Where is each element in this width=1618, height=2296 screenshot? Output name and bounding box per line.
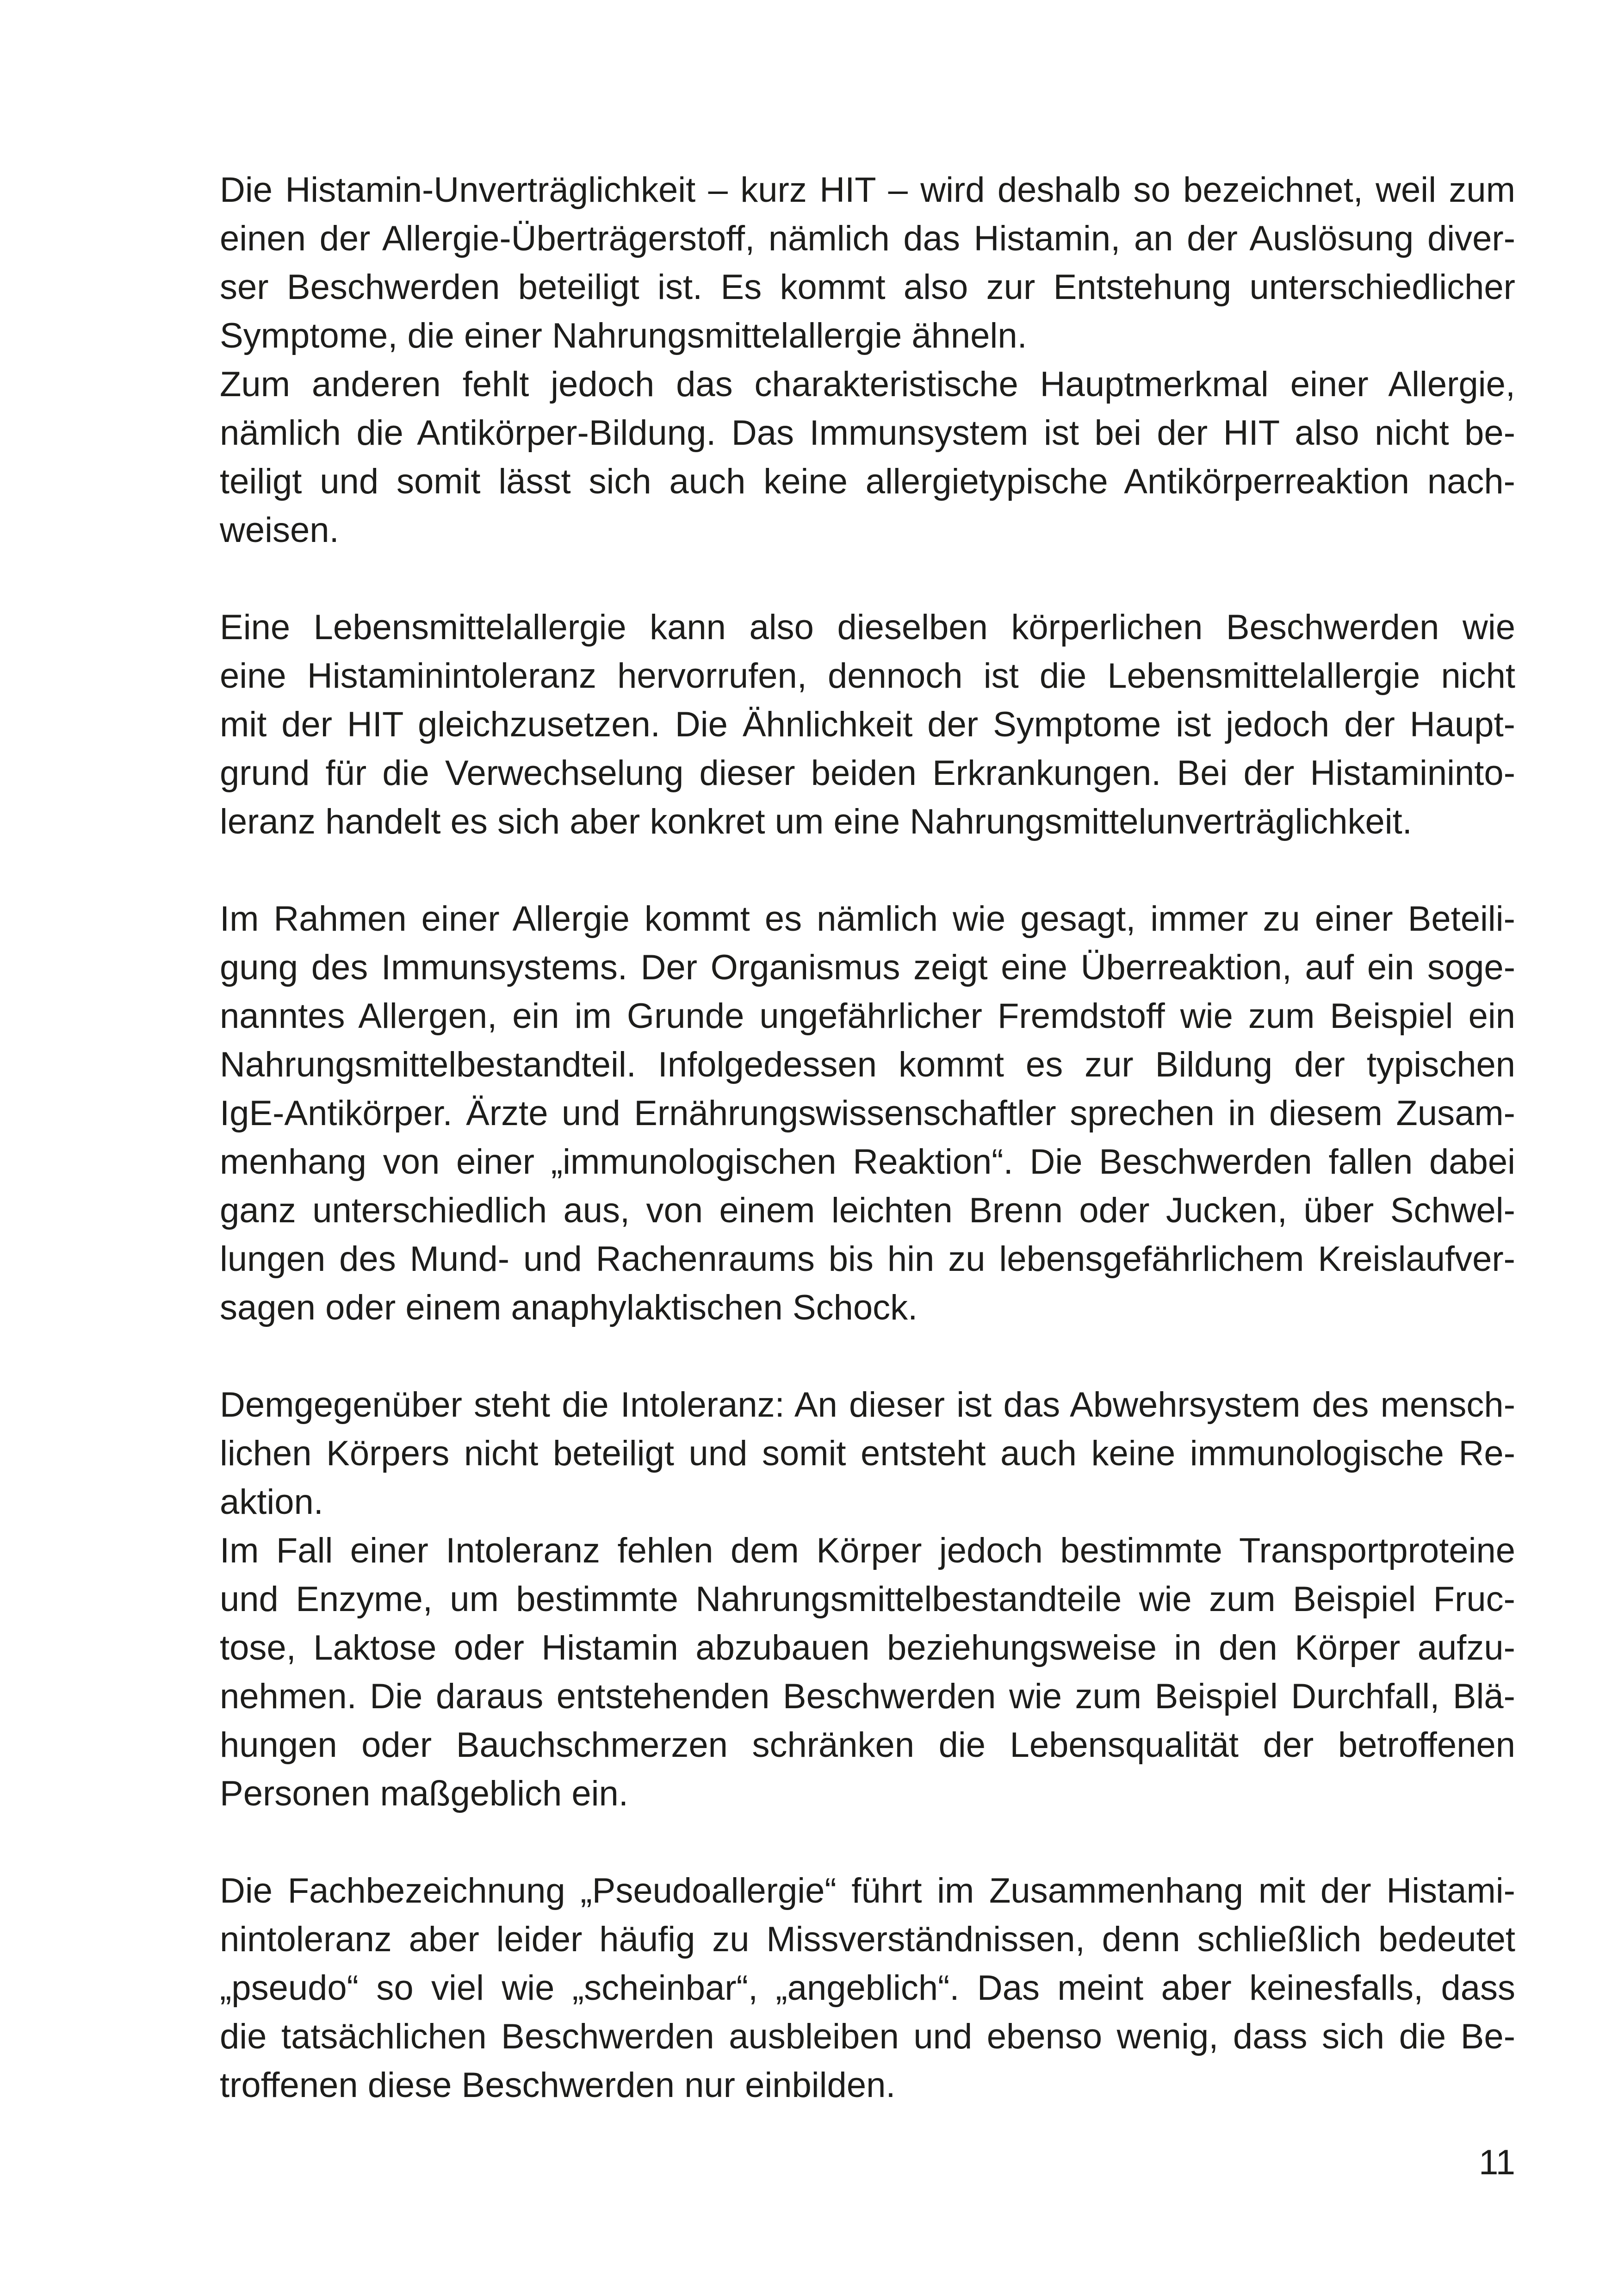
paragraph — [220, 360, 1515, 554]
paragraph — [220, 1867, 1515, 2109]
paragraph-spacer — [220, 554, 1515, 603]
text-line: hungen oder Bauchschmerzen schränken die Lebensqualität der betroffenen — [220, 1725, 1515, 1765]
paragraph — [220, 166, 1515, 360]
text-line: leranz handelt es sich aber konkret um eine Nahrungsmittelunverträglichkeit. — [220, 802, 1412, 841]
text-line: sagen oder einem anaphylaktischen Schock. — [220, 1288, 918, 1327]
text-line: die tatsächlichen Beschwerden ausbleiben und ebenso wenig, dass sich die Be- — [220, 2017, 1515, 2056]
text-line: Die Histamin-Unverträglichkeit – kurz HIT – wird deshalb so bezeichnet, weil zum — [220, 170, 1515, 210]
text-line: teiligt und somit lässt sich auch keine allergietypische Antikörperreaktion nach- — [220, 462, 1515, 501]
text-line: weisen. — [220, 510, 339, 550]
text-line: aktion. — [220, 1482, 323, 1522]
paragraph-spacer — [220, 1818, 1515, 1867]
paragraph-spacer — [220, 1332, 1515, 1381]
text-line: menhang von einer „immunologischen Reaktion“. Die Beschwerden fallen dabei — [220, 1142, 1515, 1182]
paragraph-spacer — [220, 846, 1515, 895]
text-line: Zum anderen fehlt jedoch das charakteristische Hauptmerkmal einer Allergie, — [220, 365, 1515, 404]
text-line: nämlich die Antikörper-Bildung. Das Immunsystem ist bei der HIT also nicht be- — [220, 413, 1515, 453]
text-line: grund für die Verwechselung dieser beiden Erkrankungen. Bei der Histaminintо- — [220, 753, 1515, 793]
paragraph — [220, 603, 1515, 846]
text-line: lungen des Mund- und Rachenraums bis hin zu lebensgefährlichem Kreislaufver- — [220, 1239, 1515, 1279]
text-line: Nahrungsmittelbestandteil. Infolgedessen kommt es zur Bildung der typischen — [220, 1045, 1515, 1084]
text-line: IgE-Antikörper. Ärzte und Ernährungswissenschaftler sprechen in diesem Zusam- — [220, 1094, 1515, 1133]
text-line: und Enzyme, um bestimmte Nahrungsmittelbestandteile wie zum Beispiel Fruc- — [220, 1580, 1515, 1619]
text-line: ganz unterschiedlich aus, von einem leichten Brenn oder Jucken, über Schwel- — [220, 1191, 1515, 1230]
text-line: Demgegenüber steht die Intoleranz: An dieser ist das Abwehrsystem des mensch- — [220, 1385, 1515, 1425]
text-line: nanntes Allergen, ein im Grunde ungefährlicher Fremdstoff wie zum Beispiel ein — [220, 996, 1515, 1036]
text-line: nehmen. Die daraus entstehenden Beschwerden wie zum Beispiel Durchfall, Blä- — [220, 1677, 1515, 1716]
text-line: Die Fachbezeichnung „Pseudoallergie“ führt im Zusammenhang mit der Histami- — [220, 1871, 1515, 1910]
text-line: nintoleranz aber leider häufig zu Missverständnissen, denn schließlich bedeutet — [220, 1920, 1515, 1959]
page-number: 11 — [1479, 2143, 1515, 2182]
text-line: Im Fall einer Intoleranz fehlen dem Körper jedoch bestimmte Transportproteine — [220, 1531, 1515, 1570]
text-line: Symptome, die einer Nahrungsmittelallergie ähneln. — [220, 316, 1027, 355]
text-line: mit der HIT gleichzusetzen. Die Ähnlichkeit der Symptome ist jedoch der Haupt- — [220, 705, 1515, 744]
text-line: einen der Allergie-Überträgerstoff, nämlich das Histamin, an der Auslösung diver- — [220, 219, 1515, 258]
text-line: gung des Immunsystems. Der Organismus zeigt eine Überreaktion, auf ein soge- — [220, 948, 1515, 987]
text-line: Personen maßgeblich ein. — [220, 1774, 628, 1813]
text-line: lichen Körpers nicht beteiligt und somit entsteht auch keine immunologische Re- — [220, 1434, 1515, 1473]
text-line: eine Histaminintoleranz hervorrufen, dennoch ist die Lebensmittelallergie nicht — [220, 656, 1515, 696]
text-line: Eine Lebensmittelallergie kann also dieselben körperlichen Beschwerden wie — [220, 608, 1515, 647]
body-text — [220, 166, 1515, 2109]
paragraph — [220, 1381, 1515, 1526]
paragraph — [220, 1526, 1515, 1818]
text-line: troffenen diese Beschwerden nur einbilden. — [220, 2066, 896, 2105]
text-line: ser Beschwerden beteiligt ist. Es kommt also zur Entstehung unterschiedlicher — [220, 268, 1515, 307]
text-line: tose, Laktose oder Histamin abzubauen beziehungsweise in den Körper aufzu- — [220, 1628, 1515, 1668]
text-line: Im Rahmen einer Allergie kommt es nämlich wie gesagt, immer zu einer Beteili- — [220, 899, 1515, 939]
text-line: „pseudo“ so viel wie „scheinbar“, „angeblich“. Das meint aber keinesfalls, dass — [220, 1968, 1515, 2008]
paragraph — [220, 895, 1515, 1332]
